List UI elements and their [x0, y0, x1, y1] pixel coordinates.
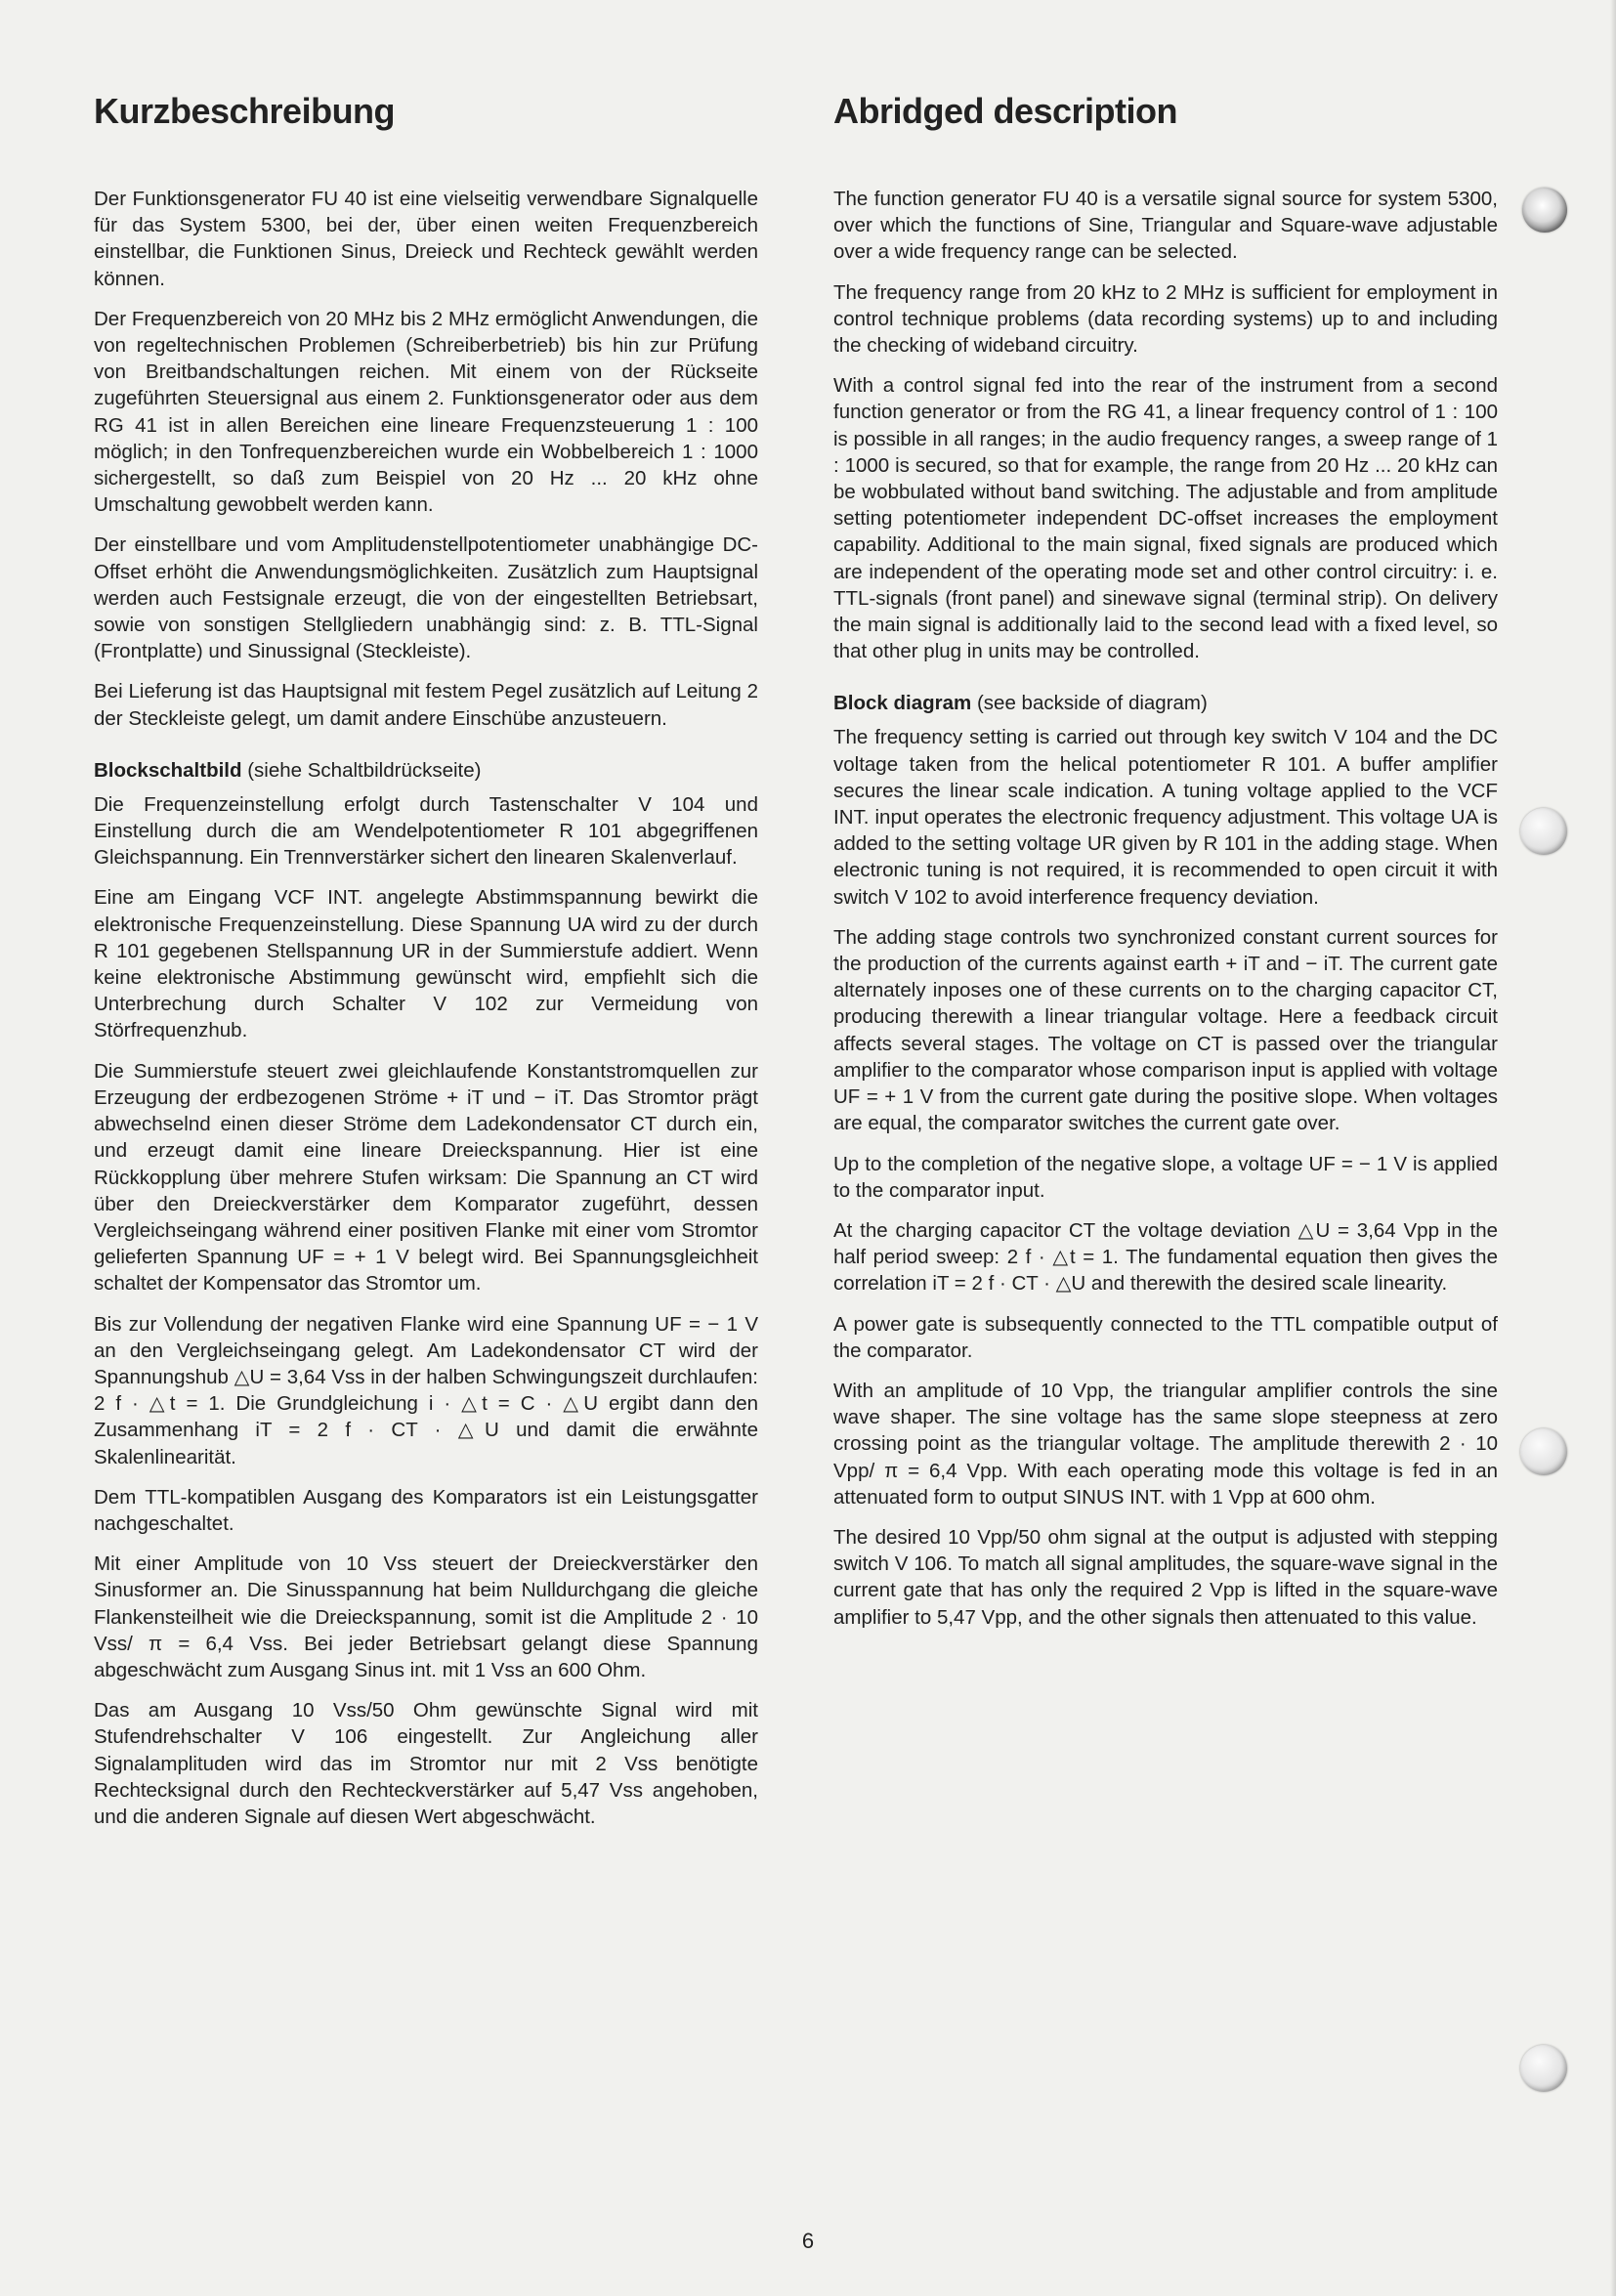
page-number: 6 [801, 2229, 815, 2253]
german-section-heading-note: (siehe Schaltbildrückseite) [241, 758, 482, 782]
english-paragraph: The adding stage controls two synchronized constant current sources for the production of the currents against earth + iT and − iT. The current gate alternately inposes one of these currents on to the charging capacitor CT, producing therewith a linear triangular voltage. Here a feedback circuit affects several stages. The voltage on CT is passed over the triangular amplifier to the comparator whose comparison input is applied with voltage UF = + 1 V from the current gate during the positive slope. When voltages are equal, the comparator switches the current gate over. [833, 925, 1498, 1135]
english-paragraph: The frequency setting is carried out through key switch V 104 and the DC voltage taken from the helical potentiometer R 101. A buffer amplifier secures the linear scale indication. A tuning voltage applied to the VCF INT. input operates the electronic frequency adjustment. This voltage UA is added to the setting voltage UR given by R 101 in the adding stage. When electronic tuning is not required, it is recommended to open circuit it with switch V 102 to avoid interference frequency deviation. [833, 726, 1498, 909]
punch-hole-icon [1520, 1428, 1567, 1475]
german-title: Kurzbeschreibung [94, 91, 396, 131]
english-paragraph: At the charging capacitor CT the voltage deviation △U = 3,64 Vpp in the half period sweep: 2 f · △t = 1. The fundamental equation then gives the correlation iT = 2 f · CT · △U and therewith the desired scale linearity. [833, 1218, 1498, 1296]
english-paragraph: A power gate is subsequently connected to the TTL compatible output of the comparator. [833, 1312, 1498, 1362]
german-paragraph: Der Funktionsgenerator FU 40 ist eine vielseitig verwendbare Signalquelle für das System 5300, bei der, über einen weiten Frequenzbereich einstellbar, die Funktionen Sinus, Dreieck und Rechteck gewählt werden können. [94, 188, 758, 290]
german-paragraph: Bis zur Vollendung der negativen Flanke wird eine Spannung UF = − 1 V an den Vergleichseingang gelegt. Am Ladekondensator CT wird der Spannungshub △U = 3,64 Vss in der halben Schwingungszeit durchlaufen: 2 f · △t = 1. Die Grundgleichung i · △t = C · △U ergibt dann den Zusammenhang iT = 2 f · CT · △U und damit die erwähnte Skalenlinearität. [94, 1312, 758, 1468]
punch-hole-icon [1522, 188, 1567, 233]
german-paragraph: Der Frequenzbereich von 20 MHz bis 2 MHz ermöglicht Anwendungen, die von regeltechnischen Problemen (Schreiberbetrieb) bis hin zur Prüfung von Breitbandschaltungen reichen. Mit einem von der Rückseite zugeführten Steuersignal aus einem 2. Funktionsgenerator oder aus dem RG 41 ist in allen Bereichen eine lineare Frequenzsteuerung 1 : 100 möglich; in den Tonfrequenzbereichen wurde ein Wobbelbereich 1 : 1000 sichergestellt, so daß zum Beispiel von 20 Hz ... 20 kHz ohne Umschaltung gewobbelt werden kann. [94, 307, 758, 517]
german-paragraph: Der einstellbare und vom Amplitudenstellpotentiometer unabhängige DC-Offset erhöht die Anwendungsmöglichkeiten. Zusätzlich zum Hauptsignal werden auch Festsignale erzeugt, die von der eingestellten Betriebsart, sowie von sonstigen Stellgliedern unabhängig sind: z. B. TTL-Signal (Frontplatte) und Sinussignal (Steckleiste). [94, 533, 758, 663]
german-paragraph: Das am Ausgang 10 Vss/50 Ohm gewünschte Signal wird mit Stufendrehschalter V 106 eingestellt. Zur Angleichung aller Signalamplituden wird das im Stromtor nur mit 2 Vss benötigte Rechtecksignal durch den Rechteckverstärker auf 5,47 Vss angehoben, und die anderen Signale auf diesen Wert abgeschwächt. [94, 1699, 758, 1828]
english-section-heading-note: (see backside of diagram) [971, 692, 1208, 715]
english-paragraph: With a control signal fed into the rear of the instrument from a second function generator or from the RG 41, a linear frequency control of 1 : 100 is possible in all ranges; in the audio frequency ranges, a sweep range of 1 : 1000 is secured, so that for example, the range from 20 Hz ... 20 kHz can be wobbulated without band switching. The adjustable and from amplitude setting potentiometer independent DC-offset increases the employment capability. Additional to the main signal, fixed signals are produced which are independent of the operating mode set and other control circuitry: i. e. TTL-signals (front panel) and sinewave signal (terminal strip). On delivery the main signal is additionally laid to the second lead with a fixed level, so that other plug in units may be controlled. [833, 374, 1498, 663]
english-paragraph: Up to the completion of the negative slope, a voltage UF = − 1 V is applied to the comparator input. [833, 1152, 1498, 1202]
english-paragraph: The function generator FU 40 is a versatile signal source for system 5300, over which the functions of Sine, Triangular and Square-wave adjustable over a wide frequency range can be selected. [833, 188, 1498, 264]
german-paragraph: Eine am Eingang VCF INT. angelegte Abstimmspannung bewirkt die elektronische Frequenzeinstellung. Diese Spannung UA wird zu der durch R 101 gegebenen Stellspannung UR in der Summierstufe addiert. Wenn keine elektronische Abstimmung gewünscht wird, empfiehlt sich die Unterbrechung durch Schalter V 102 zur Vermeidung von Störfrequenzhub. [94, 886, 758, 1042]
english-paragraph: The frequency range from 20 kHz to 2 MHz is sufficient for employment in control technique problems (data recording systems) up to and including the checking of wideband circuitry. [833, 280, 1498, 358]
german-paragraph: Mit einer Amplitude von 10 Vss steuert der Dreieckverstärker den Sinusformer an. Die Sinusspannung hat beim Nulldurchgang die gleiche Flankensteilheit wie die Dreieckspannung, somit ist die Amplitude 2 · 10 Vss/ π = 6,4 Vss. Bei jeder Betriebsart gelangt diese Spannung abgeschwächt zum Ausgang Sinus int. mit 1 Vss an 600 Ohm. [94, 1552, 758, 1681]
english-section-heading-bold: Block diagram [833, 692, 972, 715]
english-column [833, 90, 1498, 1644]
punch-hole-icon [1520, 2045, 1567, 2092]
german-paragraph: Die Summierstufe steuert zwei gleichlaufende Konstantstromquellen zur Erzeugung der erdbezogenen Ströme + iT und − iT. Das Stromtor prägt abwechselnd einen dieser Ströme dem Ladekondensator CT durch ein, und erzeugt damit eine lineare Dreieckspannung. Hier ist eine Rückkopplung über mehrere Stufen wirksam: Die Spannung an CT wird über den Dreieckverstärker dem Komparator zugeführt, dessen Vergleichseingang während einer positiven Flanke mit einer vom Stromtor gelieferten Spannung UF = + 1 V belegt wird. Bei Spannungsgleichheit schaltet der Kompensator das Stromtor um. [94, 1059, 758, 1296]
german-paragraph: Dem TTL-kompatiblen Ausgang des Komparators ist ein Leistungsgatter nachgeschaltet. [94, 1485, 758, 1535]
german-paragraph: Bei Lieferung ist das Hauptsignal mit festem Pegel zusätzlich auf Leitung 2 der Steckleiste gelegt, um damit andere Einschübe anzusteuern. [94, 680, 758, 730]
english-title: Abridged description [833, 91, 1178, 131]
english-paragraph: With an amplitude of 10 Vpp, the triangular amplifier controls the sine wave shaper. The sine voltage has the same slope steepness at zero crossing point as the triangular voltage. The amplitude therewith 2 · 10 Vpp/ π = 6,4 Vpp. With each operating mode this voltage is fed in an attenuated form to output SINUS INT. with 1 Vpp at 600 ohm. [833, 1379, 1498, 1509]
german-section-heading-bold: Blockschaltbild [94, 758, 242, 782]
english-section-heading [833, 690, 1498, 716]
english-paragraph: The desired 10 Vpp/50 ohm signal at the output is adjusted with stepping switch V 106. To match all signal amplitudes, the square-wave signal in the current gate that has only the required 2 Vpp is lifted in the square-wave amplifier to 5,47 Vpp, and the other signals then attenuated to this value. [833, 1525, 1498, 1629]
german-section-heading [94, 757, 758, 784]
german-column [94, 90, 758, 1844]
german-paragraph: Die Frequenzeinstellung erfolgt durch Tastenschalter V 104 und Einstellung durch die am Wendelpotentiometer R 101 abgegriffenen Gleichspannung. Ein Trennverstärker sichert den linearen Skalenverlauf. [94, 792, 758, 870]
page-edge-shadow [1610, 0, 1616, 2296]
punch-hole-icon [1520, 808, 1567, 855]
